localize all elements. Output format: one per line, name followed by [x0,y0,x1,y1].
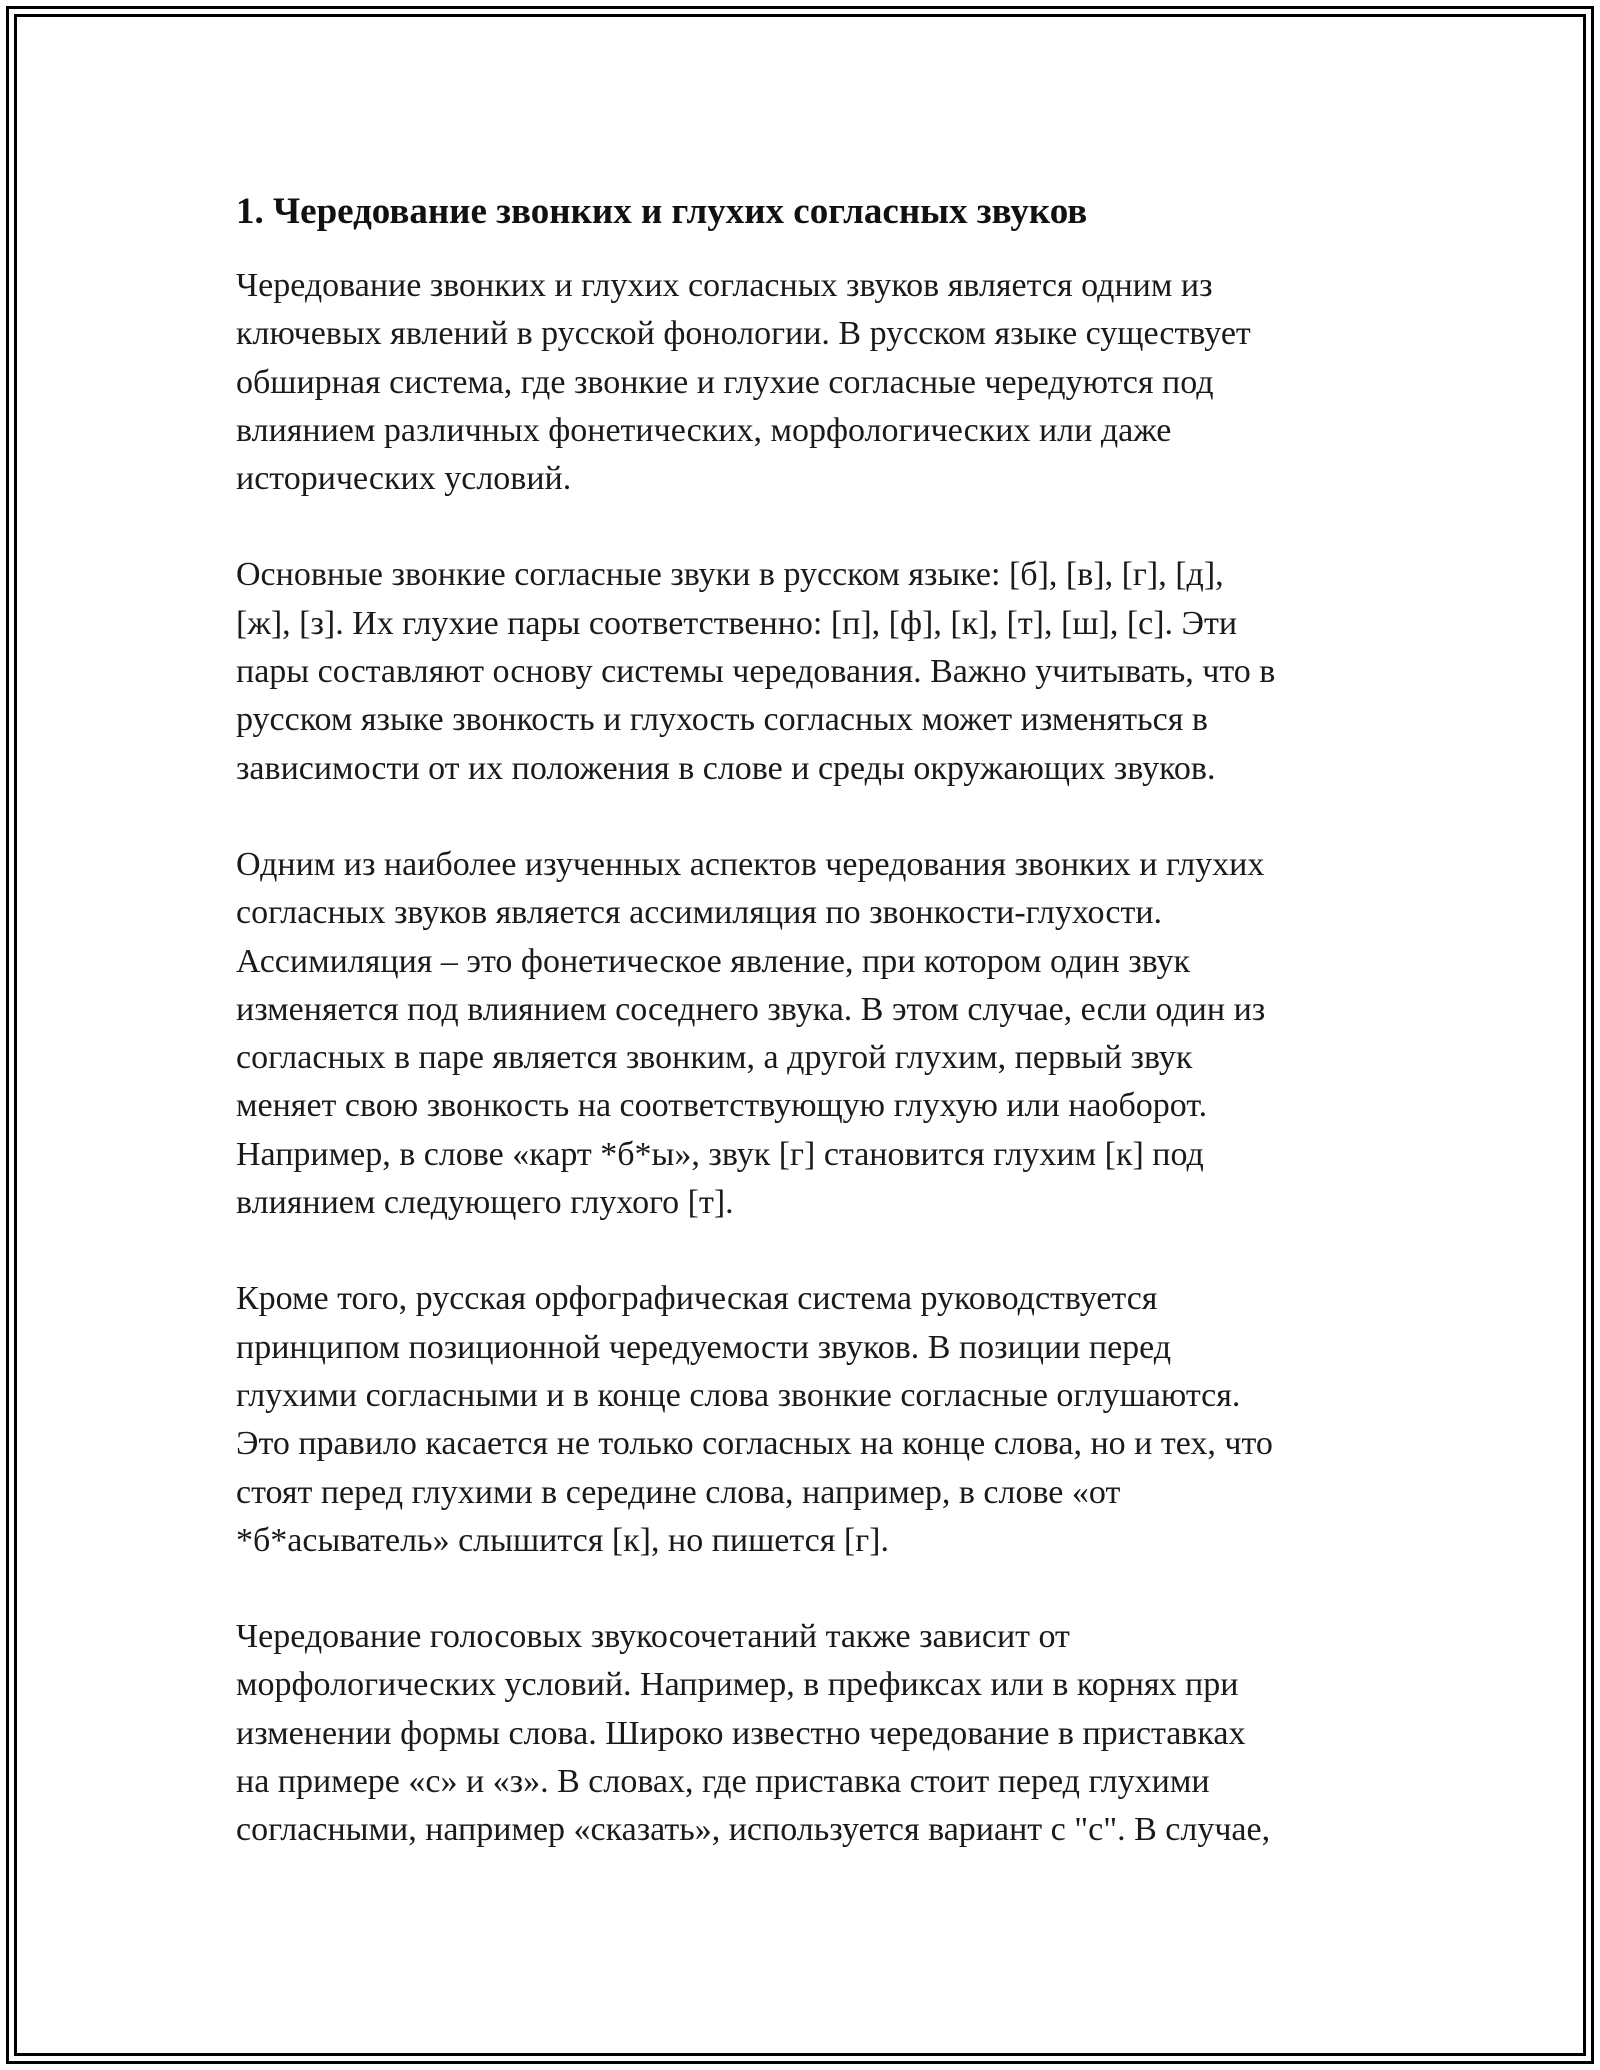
text-line: *б*асыватель» слышится [к], но пишется [г]. [236,1521,889,1559]
text-line: стоят перед глухими в середине слова, например, в слове «от [236,1473,1121,1511]
text-line: Чередование голосовых звукосочетаний также зависит от [236,1618,1070,1656]
text-line: Ассимиляция – это фонетическое явление, при котором один звук [236,942,1191,980]
paragraph-3 [236,841,1366,1227]
text-line: ключевых явлений в русской фонологии. В русском языке существует [236,315,1251,353]
text-line: обширная система, где звонкие и глухие согласные чередуются под [236,363,1214,401]
text-line: Чередование звонких и глухих согласных звуков является одним из [236,267,1213,304]
text-line: изменяется под влиянием соседнего звука. В этом случае, если один из [236,990,1266,1028]
text-line: [ж], [з]. Их глухие пары соответственно: [п], [ф], [к], [т], [ш], [с]. Эти [236,604,1238,642]
text-line: влиянием следующего глухого [т]. [236,1184,734,1222]
text-line: Кроме того, русская орфографическая система руководствуется [236,1280,1158,1318]
text-line: на примере «с» и «з». В словах, где приставка стоит перед глухими [236,1763,1210,1801]
document-page [236,188,1366,1903]
text-line: глухими согласными и в конце слова звонкие согласные оглушаются. [236,1376,1241,1414]
text-line: влиянием различных фонетических, морфологических или даже [236,411,1172,449]
text-line: меняет свою звонкость на соответствующую глухую или наоборот. [236,1087,1208,1125]
paragraph-5 [236,1613,1366,1854]
text-line: исторических условий. [236,460,572,498]
paragraph-4 [236,1275,1366,1565]
text-line: русском языке звонкость и глухость согласных может изменяться в [236,701,1208,739]
text-line: согласных звуков является ассимиляция по звонкости-глухости. [236,894,1163,932]
text-line: пары составляют основу системы чередования. Важно учитывать, что в [236,653,1276,691]
text-line: морфологических условий. Например, в префиксах или в корнях при [236,1666,1239,1704]
text-line: Например, в слове «карт *б*ы», звук [г] становится глухим [к] под [236,1135,1204,1173]
section-heading: 1. Чередование звонких и глухих согласных звуков [236,191,1088,232]
text-line: согласных в паре является звонким, а другой глухим, первый звук [236,1039,1193,1077]
text-line: Основные звонкие согласные звуки в русском языке: [б], [в], [г], [д], [236,556,1224,594]
text-line: изменении формы слова. Широко известно чередование в приставках [236,1714,1246,1752]
text-line: Одним из наиболее изученных аспектов чередования звонких и глухих [236,845,1265,883]
paragraph-2 [236,551,1366,792]
text-line: принципом позиционной чередуемости звуков. В позиции перед [236,1328,1172,1366]
text-line: согласными, например «сказать», используется вариант с "с". В случае, [236,1811,1271,1849]
text-line: зависимости от их положения в слове и среды окружающих звуков. [236,749,1216,787]
paragraph-1 [236,262,1366,503]
text-line: Это правило касается не только согласных на конце слова, но и тех, что [236,1425,1273,1463]
